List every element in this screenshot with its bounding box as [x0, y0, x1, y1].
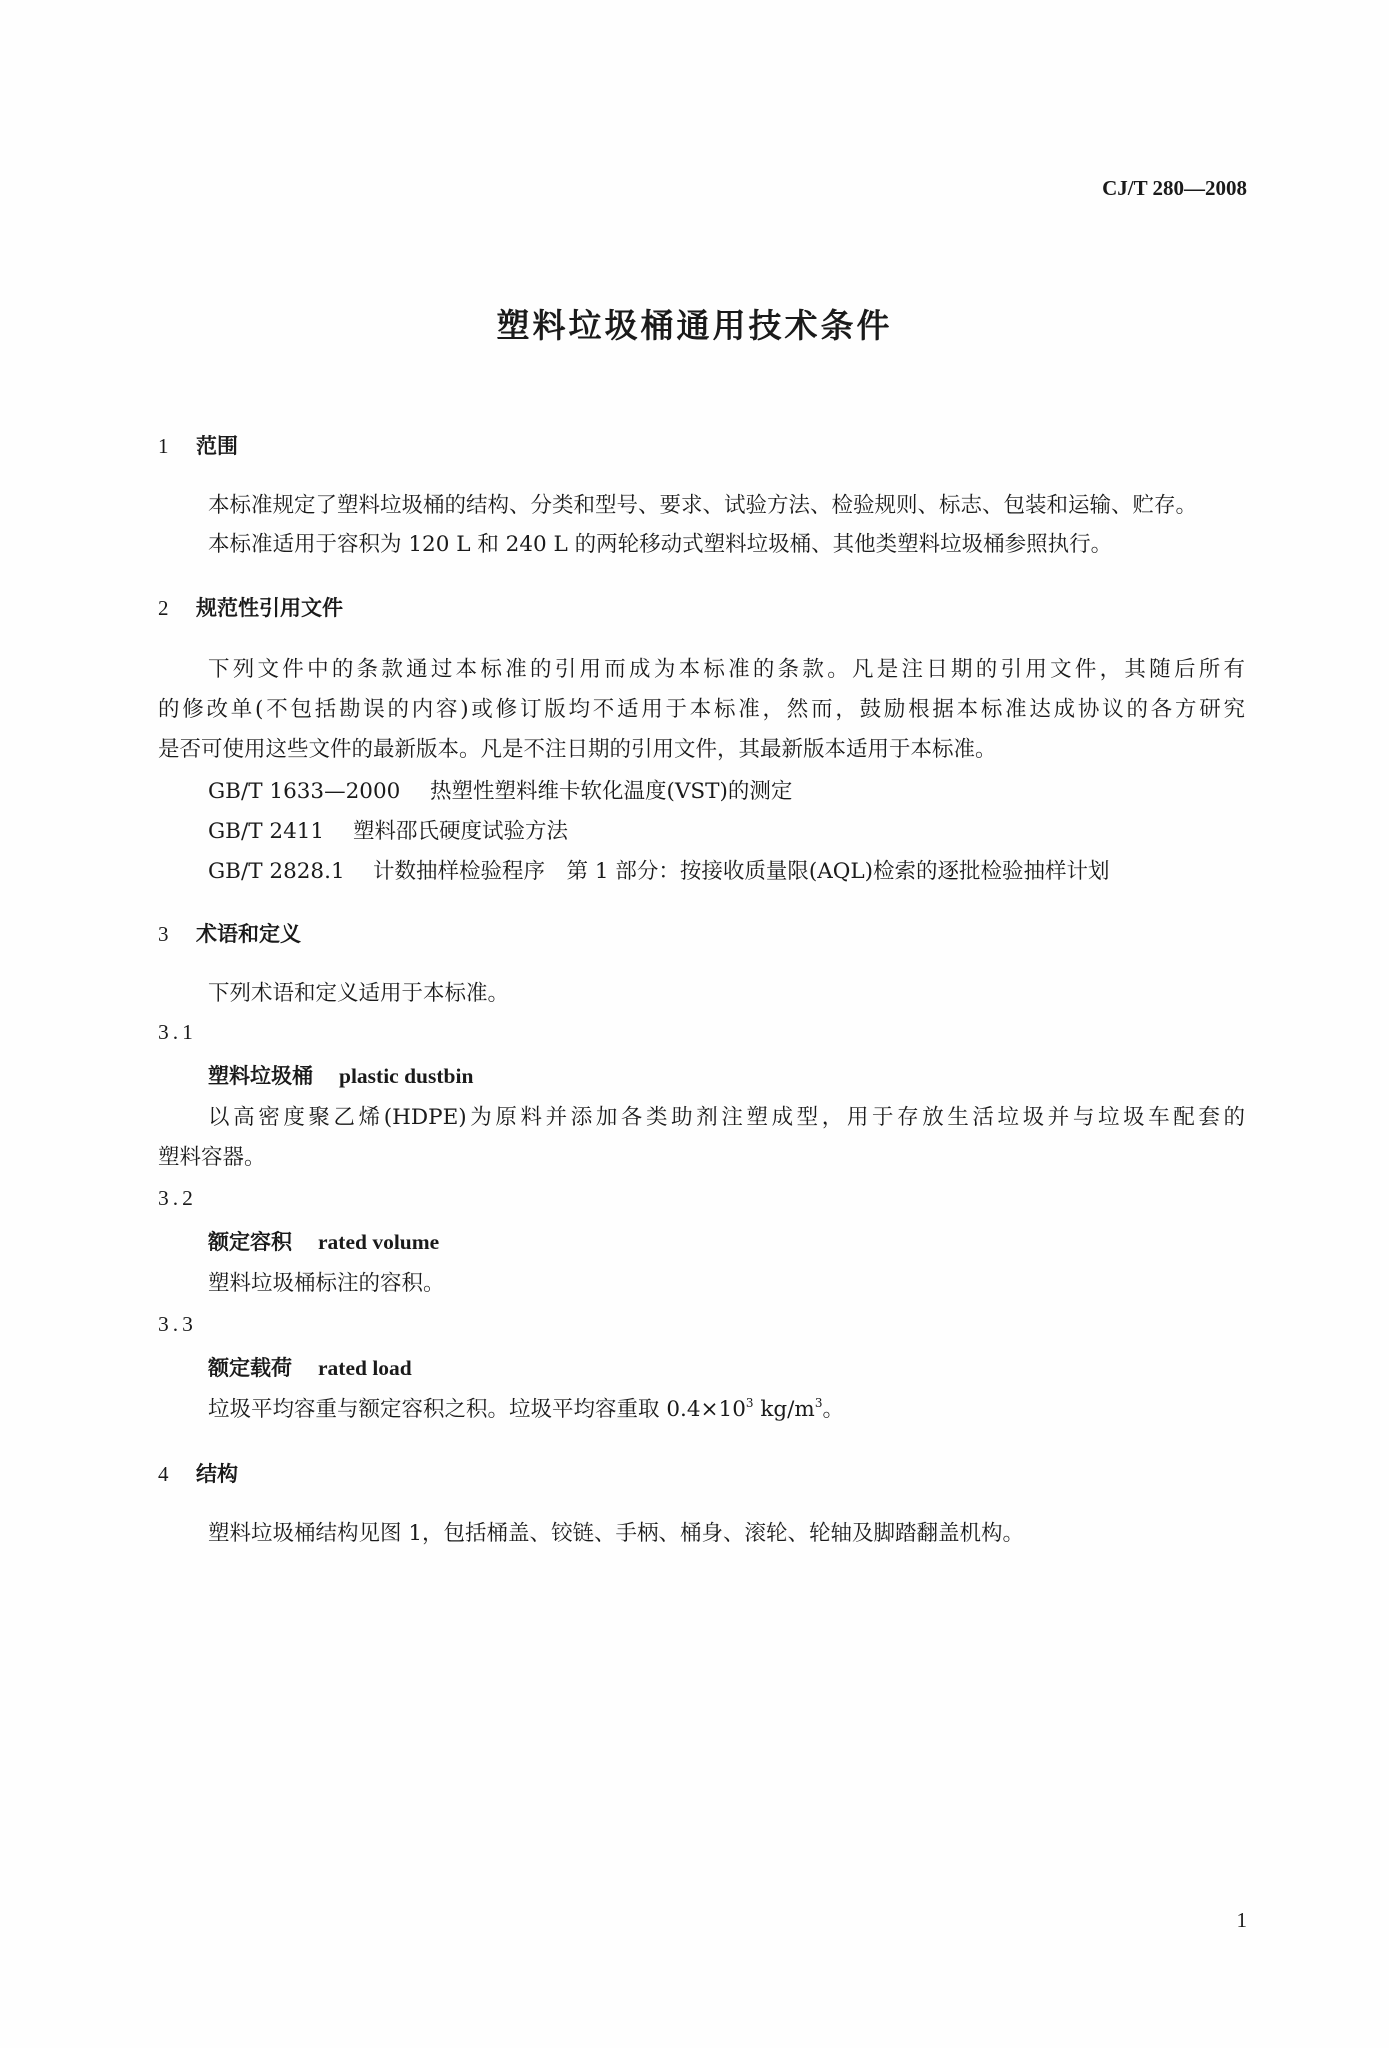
- clause-number: 3.2: [158, 1186, 197, 1210]
- section-title: 规范性引用文件: [196, 596, 343, 620]
- paragraph: 本标准适用于容积为 120 L 和 240 L 的两轮移动式塑料垃圾桶、其他类塑料垃圾桶参照执行。: [208, 532, 1113, 557]
- term-zh: 额定载荷: [208, 1356, 292, 1380]
- reference-code: GB/T 2828.1: [208, 859, 345, 884]
- definition-text: 以高密度聚乙烯(HDPE)为原料并添加各类助剂注塑成型，用于存放生活垃圾并与垃圾车配套的: [208, 1105, 1245, 1130]
- term-en: rated volume: [318, 1230, 440, 1254]
- reference-name: 热塑性塑料维卡软化温度(VST)的测定: [430, 779, 793, 804]
- paragraph-line: 是否可使用这些文件的最新版本。凡是不注日期的引用文件，其最新版本适用于本标准。: [158, 737, 997, 762]
- paragraph-text: 的修改单(不包括勘误的内容)或修订版均不适用于本标准，然而，鼓励根据本标准达成协议的各方研究: [158, 697, 1245, 722]
- paragraph-line: [158, 692, 1245, 723]
- section-3-heading: [158, 918, 301, 948]
- definition-line: [208, 1392, 844, 1423]
- section-title: 结构: [196, 1462, 238, 1486]
- reference-code: GB/T 1633—2000: [208, 779, 401, 804]
- exponent: 3: [745, 1396, 754, 1410]
- section-title: 范围: [196, 434, 238, 458]
- section-2-heading: [158, 592, 343, 622]
- clause-number: 3.3: [158, 1312, 197, 1336]
- reference-item: [208, 774, 792, 805]
- section-number: 1: [158, 434, 169, 458]
- page-number: 1: [1236, 1908, 1247, 1932]
- definition-line: 塑料容器。: [158, 1145, 266, 1170]
- reference-name: 塑料邵氏硬度试验方法: [353, 819, 569, 844]
- term-en: rated load: [318, 1356, 412, 1380]
- reference-item: [208, 854, 1110, 885]
- document-title: 塑料垃圾桶通用技术条件: [496, 306, 893, 345]
- paragraph: 下列术语和定义适用于本标准。: [208, 981, 510, 1006]
- term-heading: [208, 1352, 412, 1382]
- paragraph-text: 下列文件中的条款通过本标准的引用而成为本标准的条款。凡是注日期的引用文件，其随后所有: [208, 657, 1245, 682]
- definition-text: 垃圾平均容重与额定容积之积。垃圾平均容重取 0.4×10: [208, 1397, 746, 1422]
- reference-item: [208, 814, 568, 845]
- term-heading: [208, 1060, 473, 1090]
- reference-code: GB/T 2411: [208, 819, 325, 844]
- term-heading: [208, 1226, 439, 1256]
- section-number: 4: [158, 1462, 169, 1486]
- definition-unit: kg/m: [753, 1397, 815, 1422]
- definition-line: 塑料垃圾桶标注的容积。: [208, 1271, 445, 1296]
- section-title: 术语和定义: [196, 922, 301, 946]
- definition-end: 。: [822, 1397, 844, 1422]
- paragraph: 本标准规定了塑料垃圾桶的结构、分类和型号、要求、试验方法、检验规则、标志、包装和运输、贮存。: [208, 493, 1198, 518]
- section-number: 3: [158, 922, 169, 946]
- paragraph-line: [208, 652, 1245, 683]
- definition-line: [208, 1100, 1245, 1131]
- term-zh: 塑料垃圾桶: [208, 1064, 313, 1088]
- paragraph: 塑料垃圾桶结构见图 1，包括桶盖、铰链、手柄、桶身、滚轮、轮轴及脚踏翻盖机构。: [208, 1521, 1025, 1546]
- reference-name: 计数抽样检验程序 第 1 部分：按接收质量限(AQL)检索的逐批检验抽样计划: [373, 859, 1110, 884]
- term-zh: 额定容积: [208, 1230, 292, 1254]
- exponent: 3: [814, 1396, 823, 1410]
- standard-code: CJ/T 280—2008: [1102, 176, 1247, 200]
- section-1-heading: [158, 430, 238, 460]
- term-en: plastic dustbin: [339, 1064, 474, 1088]
- section-4-heading: [158, 1458, 238, 1488]
- clause-number: 3.1: [158, 1020, 197, 1044]
- section-number: 2: [158, 596, 169, 620]
